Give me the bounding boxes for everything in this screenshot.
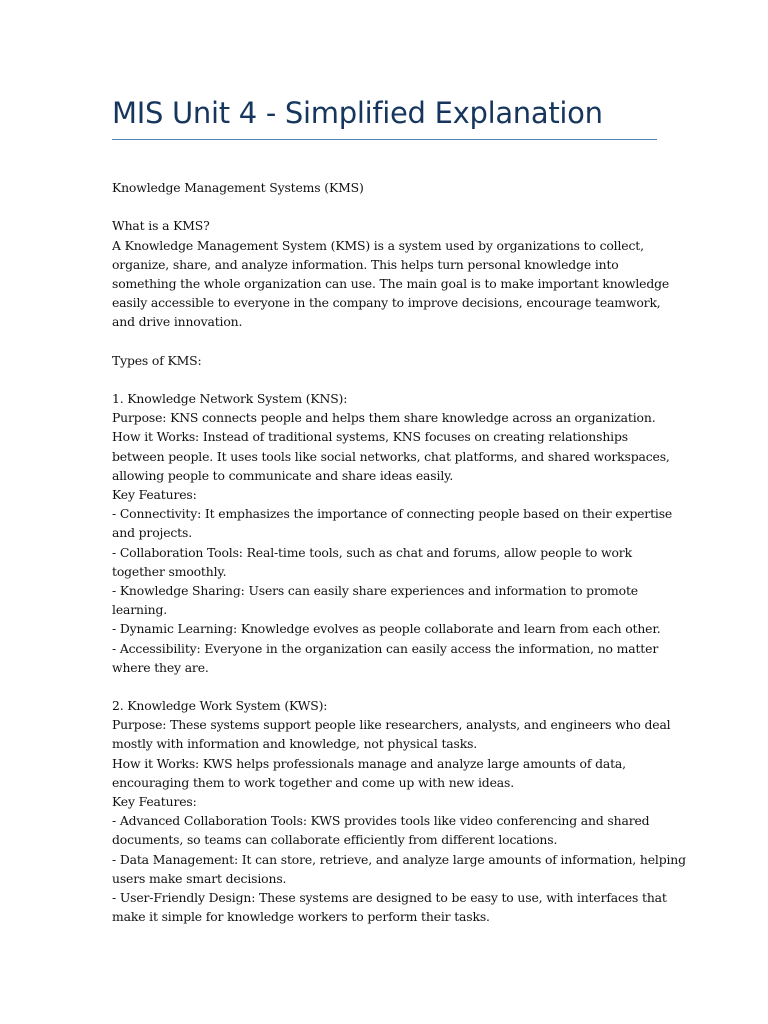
title-underline-divider xyxy=(112,139,657,140)
paragraph-line: between people. It uses tools like social networks, chat platforms, and shared workspaces, xyxy=(112,448,670,464)
paragraph-line: How it Works: KWS helps professionals manage and analyze large amounts of data, xyxy=(112,755,626,771)
what-is-kms-question: What is a KMS? xyxy=(112,218,210,234)
feature-line: together smoothly. xyxy=(112,563,227,579)
document-body xyxy=(112,178,686,926)
paragraph-line: How it Works: Instead of traditional systems, KNS focuses on creating relationships xyxy=(112,429,628,445)
paragraph-line: easily accessible to everyone in the company to improve decisions, encourage teamwork, xyxy=(112,295,661,311)
paragraph-line: organize, share, and analyze information. This helps turn personal knowledge into xyxy=(112,256,619,272)
paragraph-line: Purpose: These systems support people like researchers, analysts, and engineers who deal xyxy=(112,717,671,733)
kws-heading: 2. Knowledge Work System (KWS): xyxy=(112,698,328,714)
feature-line: - Accessibility: Everyone in the organization can easily access the information, no matter xyxy=(112,640,659,656)
feature-line: where they are. xyxy=(112,659,209,675)
paragraph-line: encouraging them to work together and come up with new ideas. xyxy=(112,774,514,790)
feature-line: learning. xyxy=(112,602,168,618)
kns-heading: 1. Knowledge Network System (KNS): xyxy=(112,391,348,407)
paragraph-line: mostly with information and knowledge, not physical tasks. xyxy=(112,736,478,752)
feature-line: - Knowledge Sharing: Users can easily share experiences and information to promote xyxy=(112,582,638,598)
paragraph-spacer xyxy=(112,370,672,389)
paragraph-line: something the whole organization can use. The main goal is to make important knowledge xyxy=(112,275,670,291)
section-heading: Knowledge Management Systems (KMS) xyxy=(112,180,364,195)
feature-line: - User-Friendly Design: These systems are designed to be easy to use, with interfaces that xyxy=(112,889,667,905)
feature-line: - Advanced Collaboration Tools: KWS provides tools like video conferencing and shared xyxy=(112,813,650,829)
paragraph-line: Purpose: KNS connects people and helps them share knowledge across an organization. xyxy=(112,410,656,426)
feature-line: and projects. xyxy=(112,525,192,541)
feature-line: - Connectivity: It emphasizes the importance of connecting people based on their expertise xyxy=(112,506,673,522)
paragraph-line: and drive innovation. xyxy=(112,314,243,330)
feature-line: - Data Management: It can store, retrieve, and analyze large amounts of information, helping xyxy=(112,851,686,867)
paragraph-spacer xyxy=(112,332,672,351)
feature-line: documents, so teams can collaborate efficiently from different locations. xyxy=(112,832,558,848)
feature-line: - Dynamic Learning: Knowledge evolves as people collaborate and learn from each other. xyxy=(112,621,661,637)
paragraph-spacer xyxy=(112,197,672,216)
paragraph-line: A Knowledge Management System (KMS) is a system used by organizations to collect, xyxy=(112,237,644,253)
document-title: MIS Unit 4 - Simplified Explanation xyxy=(112,96,603,130)
types-heading: Types of KMS: xyxy=(112,352,202,368)
feature-line: users make smart decisions. xyxy=(112,870,287,886)
feature-line: make it simple for knowledge workers to perform their tasks. xyxy=(112,909,490,925)
key-features-label: Key Features: xyxy=(112,794,197,809)
feature-line: - Collaboration Tools: Real-time tools, such as chat and forums, allow people to work xyxy=(112,544,632,560)
paragraph-spacer xyxy=(112,677,672,696)
key-features-label: Key Features: xyxy=(112,487,197,502)
paragraph-line: allowing people to communicate and share ideas easily. xyxy=(112,467,454,483)
